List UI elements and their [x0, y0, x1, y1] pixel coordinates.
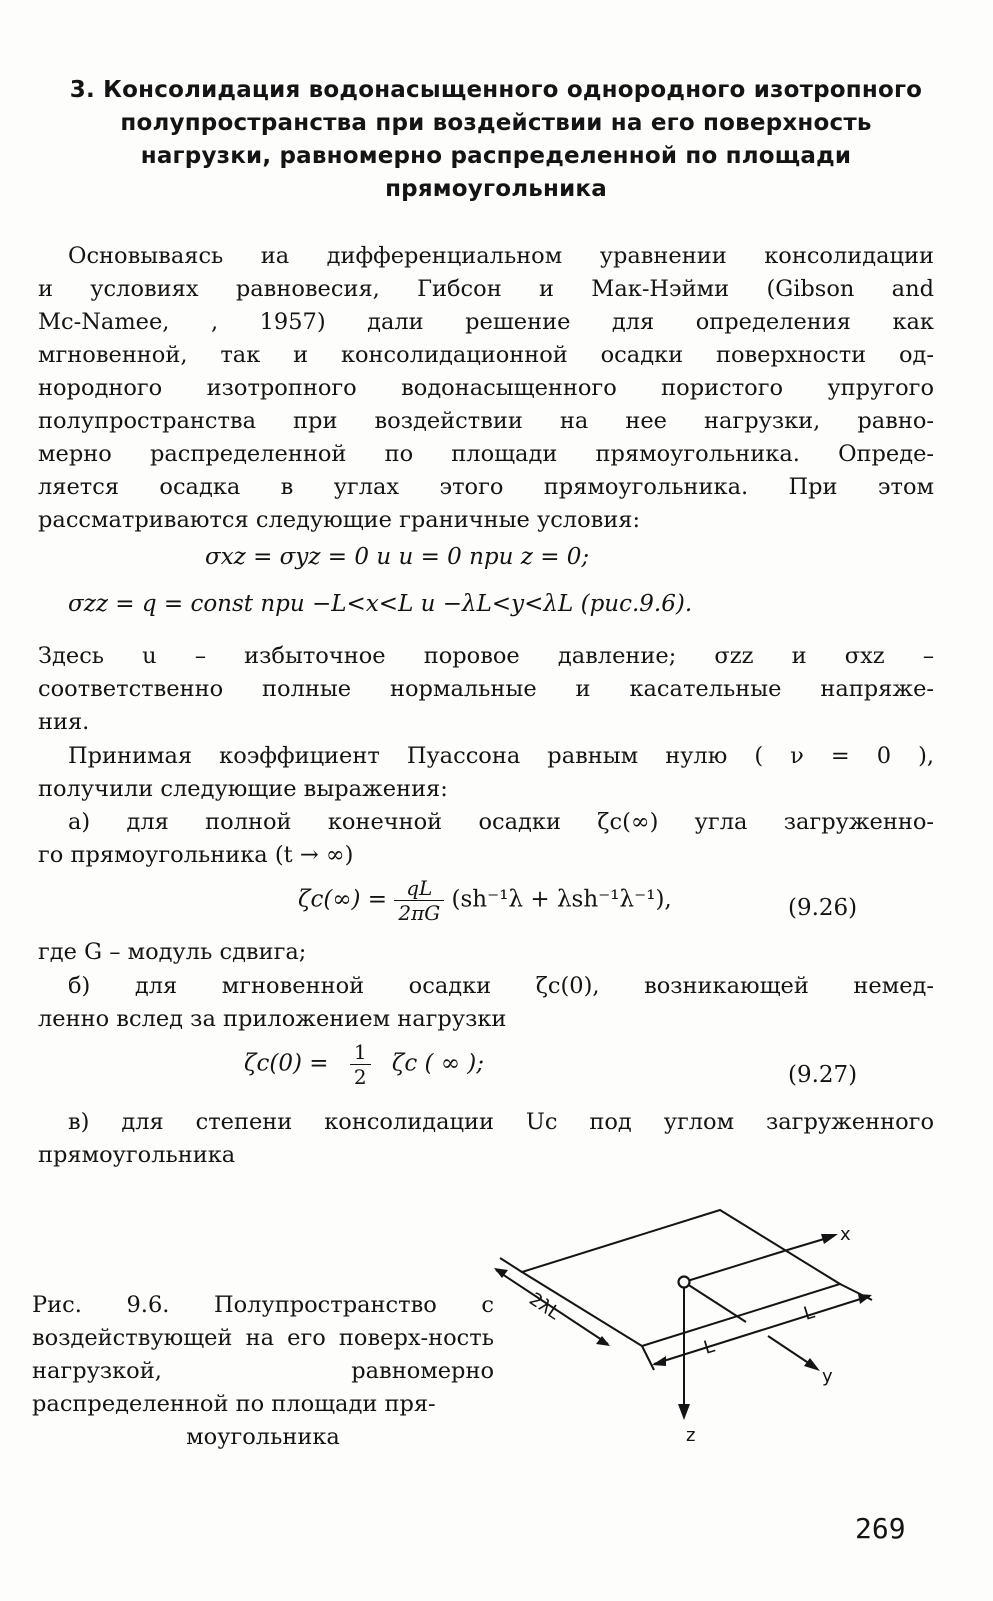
equation-number: (9.27) [788, 1062, 858, 1088]
text-line: мгновенной, так и консолидационной осадки поверхности од- [38, 342, 934, 368]
half-line-inner [684, 1282, 746, 1322]
text-line: б) для мгновенной осадки ζc(0), возникающей немед- [68, 973, 934, 999]
heading-line: 3. Консолидация водонасыщенного однородного изотропного [69, 77, 923, 103]
equation-rhs: ζc ( ∞ ); [391, 1050, 485, 1077]
dimension-arrow [652, 1356, 666, 1366]
text-line: получили следующие выражения: [38, 776, 448, 802]
text-line: ленно вслед за приложением нагрузки [38, 1006, 507, 1032]
figure-half-space-diagram [488, 1196, 888, 1460]
fraction-numerator: qL [394, 876, 444, 901]
label-x: x [840, 1224, 851, 1245]
y-arrow-head [804, 1358, 820, 1371]
text-line: Mc-Namee, , 1957) дали решение для определения как [38, 309, 934, 335]
item-c [38, 1106, 934, 1172]
text-line: а) для полной конечной осадки ζc(∞) угла загруженно- [68, 809, 934, 835]
fraction [394, 876, 444, 925]
text-line: где G – модуль сдвига; [38, 939, 307, 965]
page-number: 269 [855, 1512, 906, 1545]
text-line: ния. [38, 709, 90, 735]
boundary-condition-1: σxz = σyz = 0 и u = 0 при z = 0; [205, 544, 590, 570]
item-b [38, 970, 934, 1036]
x-arrow-head [821, 1234, 838, 1244]
text-line: Принимая коэффициент Пуассона равным нулю ( ν = 0 ), [68, 743, 934, 769]
text-line: го прямоугольника (t → ∞) [38, 842, 354, 868]
label-z: z [686, 1425, 696, 1446]
dimension-L2 [762, 1296, 870, 1330]
text-line: полупространства при воздействии на нее нагрузки, равно- [38, 408, 934, 434]
item-a [38, 806, 934, 872]
fraction-denominator: 2 [353, 1065, 367, 1089]
equation-9-27 [244, 1040, 484, 1089]
corner-point [679, 1277, 690, 1288]
text-line: в) для степени консолидации Uc под углом загруженного [68, 1109, 934, 1135]
paragraph-intro [38, 240, 934, 537]
paragraph-notation [38, 640, 934, 739]
text-line: мерно распределенной по площади прямоугольника. Опреде- [38, 441, 934, 467]
equation-9-26 [298, 876, 672, 925]
z-arrow-head [678, 1404, 690, 1420]
label-L1: L [701, 1335, 718, 1359]
fraction-numerator: 1 [350, 1040, 371, 1065]
label-2lL: 2λL [525, 1288, 564, 1325]
where-clause [38, 936, 934, 969]
section-heading [30, 74, 962, 206]
label-L2: L [801, 1301, 818, 1325]
axis-line-inner [684, 1251, 784, 1282]
paragraph-poisson [38, 740, 934, 806]
equation-rhs: (sh⁻¹λ + λsh⁻¹λ⁻¹), [451, 886, 672, 913]
heading-line: прямоугольника [385, 176, 607, 202]
caption-last-line: моугольника [186, 1424, 340, 1450]
text-line: прямоугольника [38, 1142, 236, 1168]
caption-text: Рис. 9.6. Полупространство с воздействующей на его поверх-ность нагрузкой, равномерно распределенной по площади пря- [32, 1292, 494, 1417]
text-line: соответственно полные нормальные и касательные напряже- [38, 676, 934, 702]
boundary-condition-2: σzz = q = const при −L<x<L и −λL<y<λL (рис.9.6). [68, 591, 693, 617]
figure-caption [32, 1289, 494, 1454]
heading-line: нагрузки, равномерно распределенной по площади [140, 143, 852, 169]
text-line: ляется осадка в углах этого прямоугольника. При этом [38, 474, 934, 500]
fraction-denominator: 2πG [398, 901, 441, 925]
label-y: y [822, 1366, 833, 1387]
text-line: Здесь u – избыточное поровое давление; σzz и σxz – [38, 643, 934, 669]
text-line: и условиях равновесия, Гибсон и Мак-Нэйми (Gibson and [38, 276, 934, 302]
equation-lhs: ζc(∞) = [298, 886, 388, 913]
equation-lhs: ζc(0) = [244, 1050, 329, 1077]
extension-line [642, 1346, 654, 1370]
text-line: Основываясь иа дифференциальном уравнении консолидации [68, 243, 934, 269]
heading-line: полупространства при воздействии на его поверхность [120, 110, 872, 136]
text-line: нородного изотропного водонасыщенного пористого упругого [38, 375, 934, 401]
fraction [350, 1040, 371, 1089]
equation-number: (9.26) [788, 895, 858, 921]
text-line: рассматриваются следующие граничные условия: [38, 507, 641, 533]
